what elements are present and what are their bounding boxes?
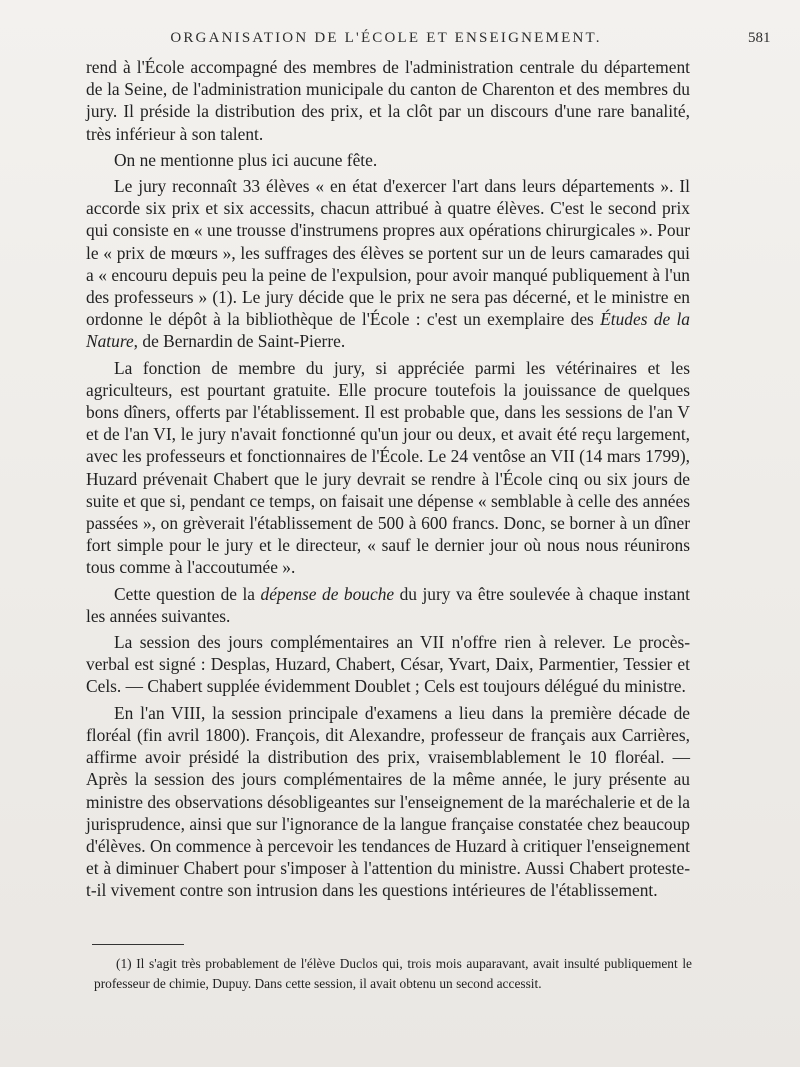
paragraph-3 bbox=[86, 175, 690, 353]
book-title-italic: Études de la Nature bbox=[86, 309, 691, 352]
footnote-rule bbox=[92, 944, 184, 945]
page-number: 581 bbox=[748, 30, 771, 46]
expense-term-italic: dépense de bouche bbox=[260, 583, 395, 604]
paragraph-5 bbox=[86, 583, 690, 627]
paragraph-3-text-end: , de Bernardin de Saint-Pierre. bbox=[133, 331, 346, 352]
paragraph-4: La fonction de membre du jury, si appréciée parmi les vétérinaires et les agriculteurs, est pourtant gratuite. Elle procure toutefois la jouissance de quelques bons dîners, offerts par l'établissement. Il est probable que, dans les sessions de l'an V et de l'an VI, le jury n'avait fonctionné qu'un jour ou deux, et avait été reçu largement, avec les professeurs et fonctionnaires de l'École. Le 24 ventôse an VII (14 mars 1799), Huzard prévenait Chabert que le jury devrait se rendre à l'École cinq ou six jours de suite et que si, pendant ce temps, on faisait une dépense « semblable à celle des années passées », on grèverait l'établissement de 500 à 600 francs. Donc, se borner à un dîner fort simple pour le jury et le directeur, « sauf le dernier jour où nous nous réunirons tous comme à l'accoutumée ». bbox=[86, 357, 690, 578]
running-header: ORGANISATION DE L'ÉCOLE ET ENSEIGNEMENT. bbox=[170, 30, 602, 46]
paragraph-1: rend à l'École accompagné des membres de l'administration centrale du département de la Seine, de l'administration municipale du canton de Charenton et des membres du jury. Il préside la distribution des prix, et la clôt par un discours d'une rare banalité, très inférieur à son talent. bbox=[86, 57, 690, 144]
body-text bbox=[86, 56, 690, 902]
footnote: (1) Il s'agit très probablement de l'élève Duclos qui, trois mois auparavant, avait insulté publiquement le professeur de chimie, Dupuy. Dans cette session, il avait obtenu un second accessit. bbox=[94, 956, 692, 991]
paragraph-6: La session des jours complémentaires an VII n'offre rien à relever. Le procès-verbal est signé : Desplas, Huzard, Chabert, César, Yvart, Daix, Parmentier, Tessier et Cels. — Chabert supplée évidemment Doublet ; Cels est toujours délégué du ministre. bbox=[86, 632, 690, 697]
paragraph-7: En l'an VIII, la session principale d'examens a lieu dans la première décade de floréal (fin avril 1800). François, dit Alexandre, professeur de français aux Carrières, affirme avoir présidé la distribution des prix, vraisemblablement le 10 floréal. — Après la session des jours complémentaires de la même année, le jury présente au ministre des observations désobligeantes sur l'enseignement de la maréchalerie et de la jurisprudence, ainsi que sur l'ignorance de la langue française constatée chez beaucoup d'élèves. On commence à percevoir les tendances de Huzard à critiquer l'enseignement et à diminuer Chabert pour s'imposer à l'attention du ministre. Aussi Chabert proteste-t-il vivement contre son intrusion dans les questions intérieures de l'établissement. bbox=[86, 702, 690, 901]
paragraph-3-text: Le jury reconnaît 33 élèves « en état d'exercer l'art dans leurs départements ». Il accorde six prix et six accessits, chacun attribué à quatre élèves. C'est le second prix qui consiste en « une trousse d'instrumens propres aux opérations chirurgicales ». Pour le « prix de mœurs », les suffrages des élèves se portent sur un de leurs camarades qui a « encouru depuis peu la peine de l'expulsion, pour avoir manqué publiquement à l'un des professeurs » (1). Le jury décide que le prix ne sera pas décerné, et le ministre en ordonne le dépôt à la bibliothèque de l'École : c'est un exemplaire des bbox=[86, 176, 690, 330]
paragraph-2: On ne mentionne plus ici aucune fête. bbox=[114, 149, 378, 170]
paragraph-5-text: Cette question de la bbox=[114, 583, 261, 604]
paragraph-5-text-end: du jury va être soulevée à chaque instant les années suivantes. bbox=[86, 583, 690, 626]
